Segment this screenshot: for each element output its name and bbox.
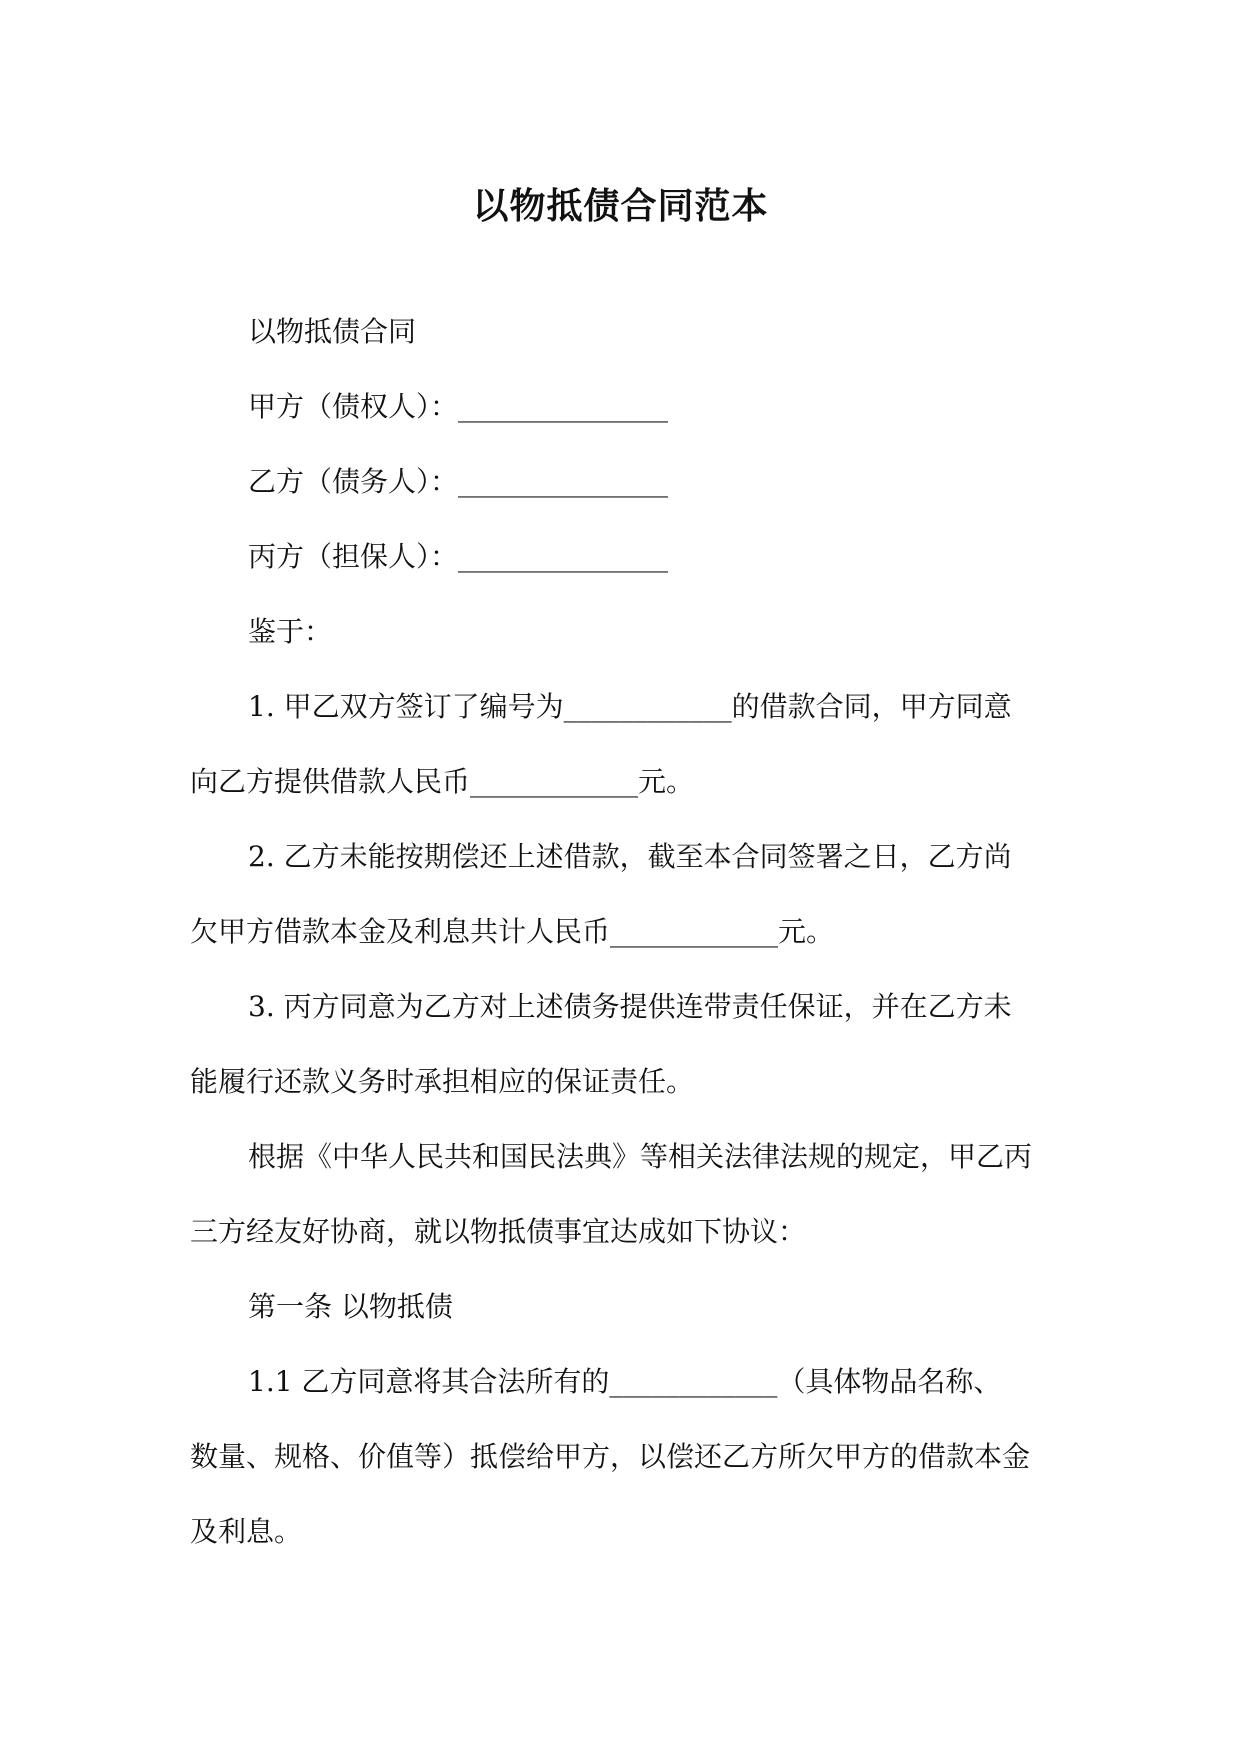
recital-3-line-1: 3. 丙方同意为乙方对上述债务提供连带责任保证，并在乙方未 bbox=[248, 990, 1012, 1023]
recital-1-line-1: 1. 甲乙双方签订了编号为____________的借款合同，甲方同意 bbox=[248, 690, 1012, 723]
clause-1-1-line-2: 数量、规格、价值等）抵偿给甲方，以偿还乙方所欠甲方的借款本金 bbox=[190, 1440, 1031, 1473]
recital-2-line-1: 2. 乙方未能按期偿还上述借款，截至本合同签署之日，乙方尚 bbox=[248, 840, 1012, 873]
recital-1-line-2: 向乙方提供借款人民币____________元。 bbox=[190, 765, 695, 798]
party-a-line: 甲方（债权人）：_______________ bbox=[248, 390, 669, 423]
whereas-heading: 鉴于： bbox=[248, 615, 333, 648]
recital-3-line-2: 能履行还款义务时承担相应的保证责任。 bbox=[190, 1065, 695, 1098]
party-c-line: 丙方（担保人）：_______________ bbox=[248, 540, 669, 573]
clause-1-1-line-3: 及利息。 bbox=[190, 1515, 303, 1548]
basis-line-1: 根据《中华人民共和国民法典》等相关法律法规的规定，甲乙丙 bbox=[248, 1140, 1033, 1173]
party-b-line: 乙方（债务人）：_______________ bbox=[248, 465, 669, 498]
contract-heading: 以物抵债合同 bbox=[248, 315, 417, 348]
document-title: 以物抵债合同范本 bbox=[472, 185, 769, 227]
clause-1-1-line-1: 1.1 乙方同意将其合法所有的____________（具体物品名称、 bbox=[248, 1365, 1002, 1398]
basis-line-2: 三方经友好协商，就以物抵债事宜达成如下协议： bbox=[190, 1215, 807, 1248]
article-1-heading: 第一条 以物抵债 bbox=[248, 1290, 453, 1323]
recital-2-line-2: 欠甲方借款本金及利息共计人民币____________元。 bbox=[190, 915, 835, 948]
